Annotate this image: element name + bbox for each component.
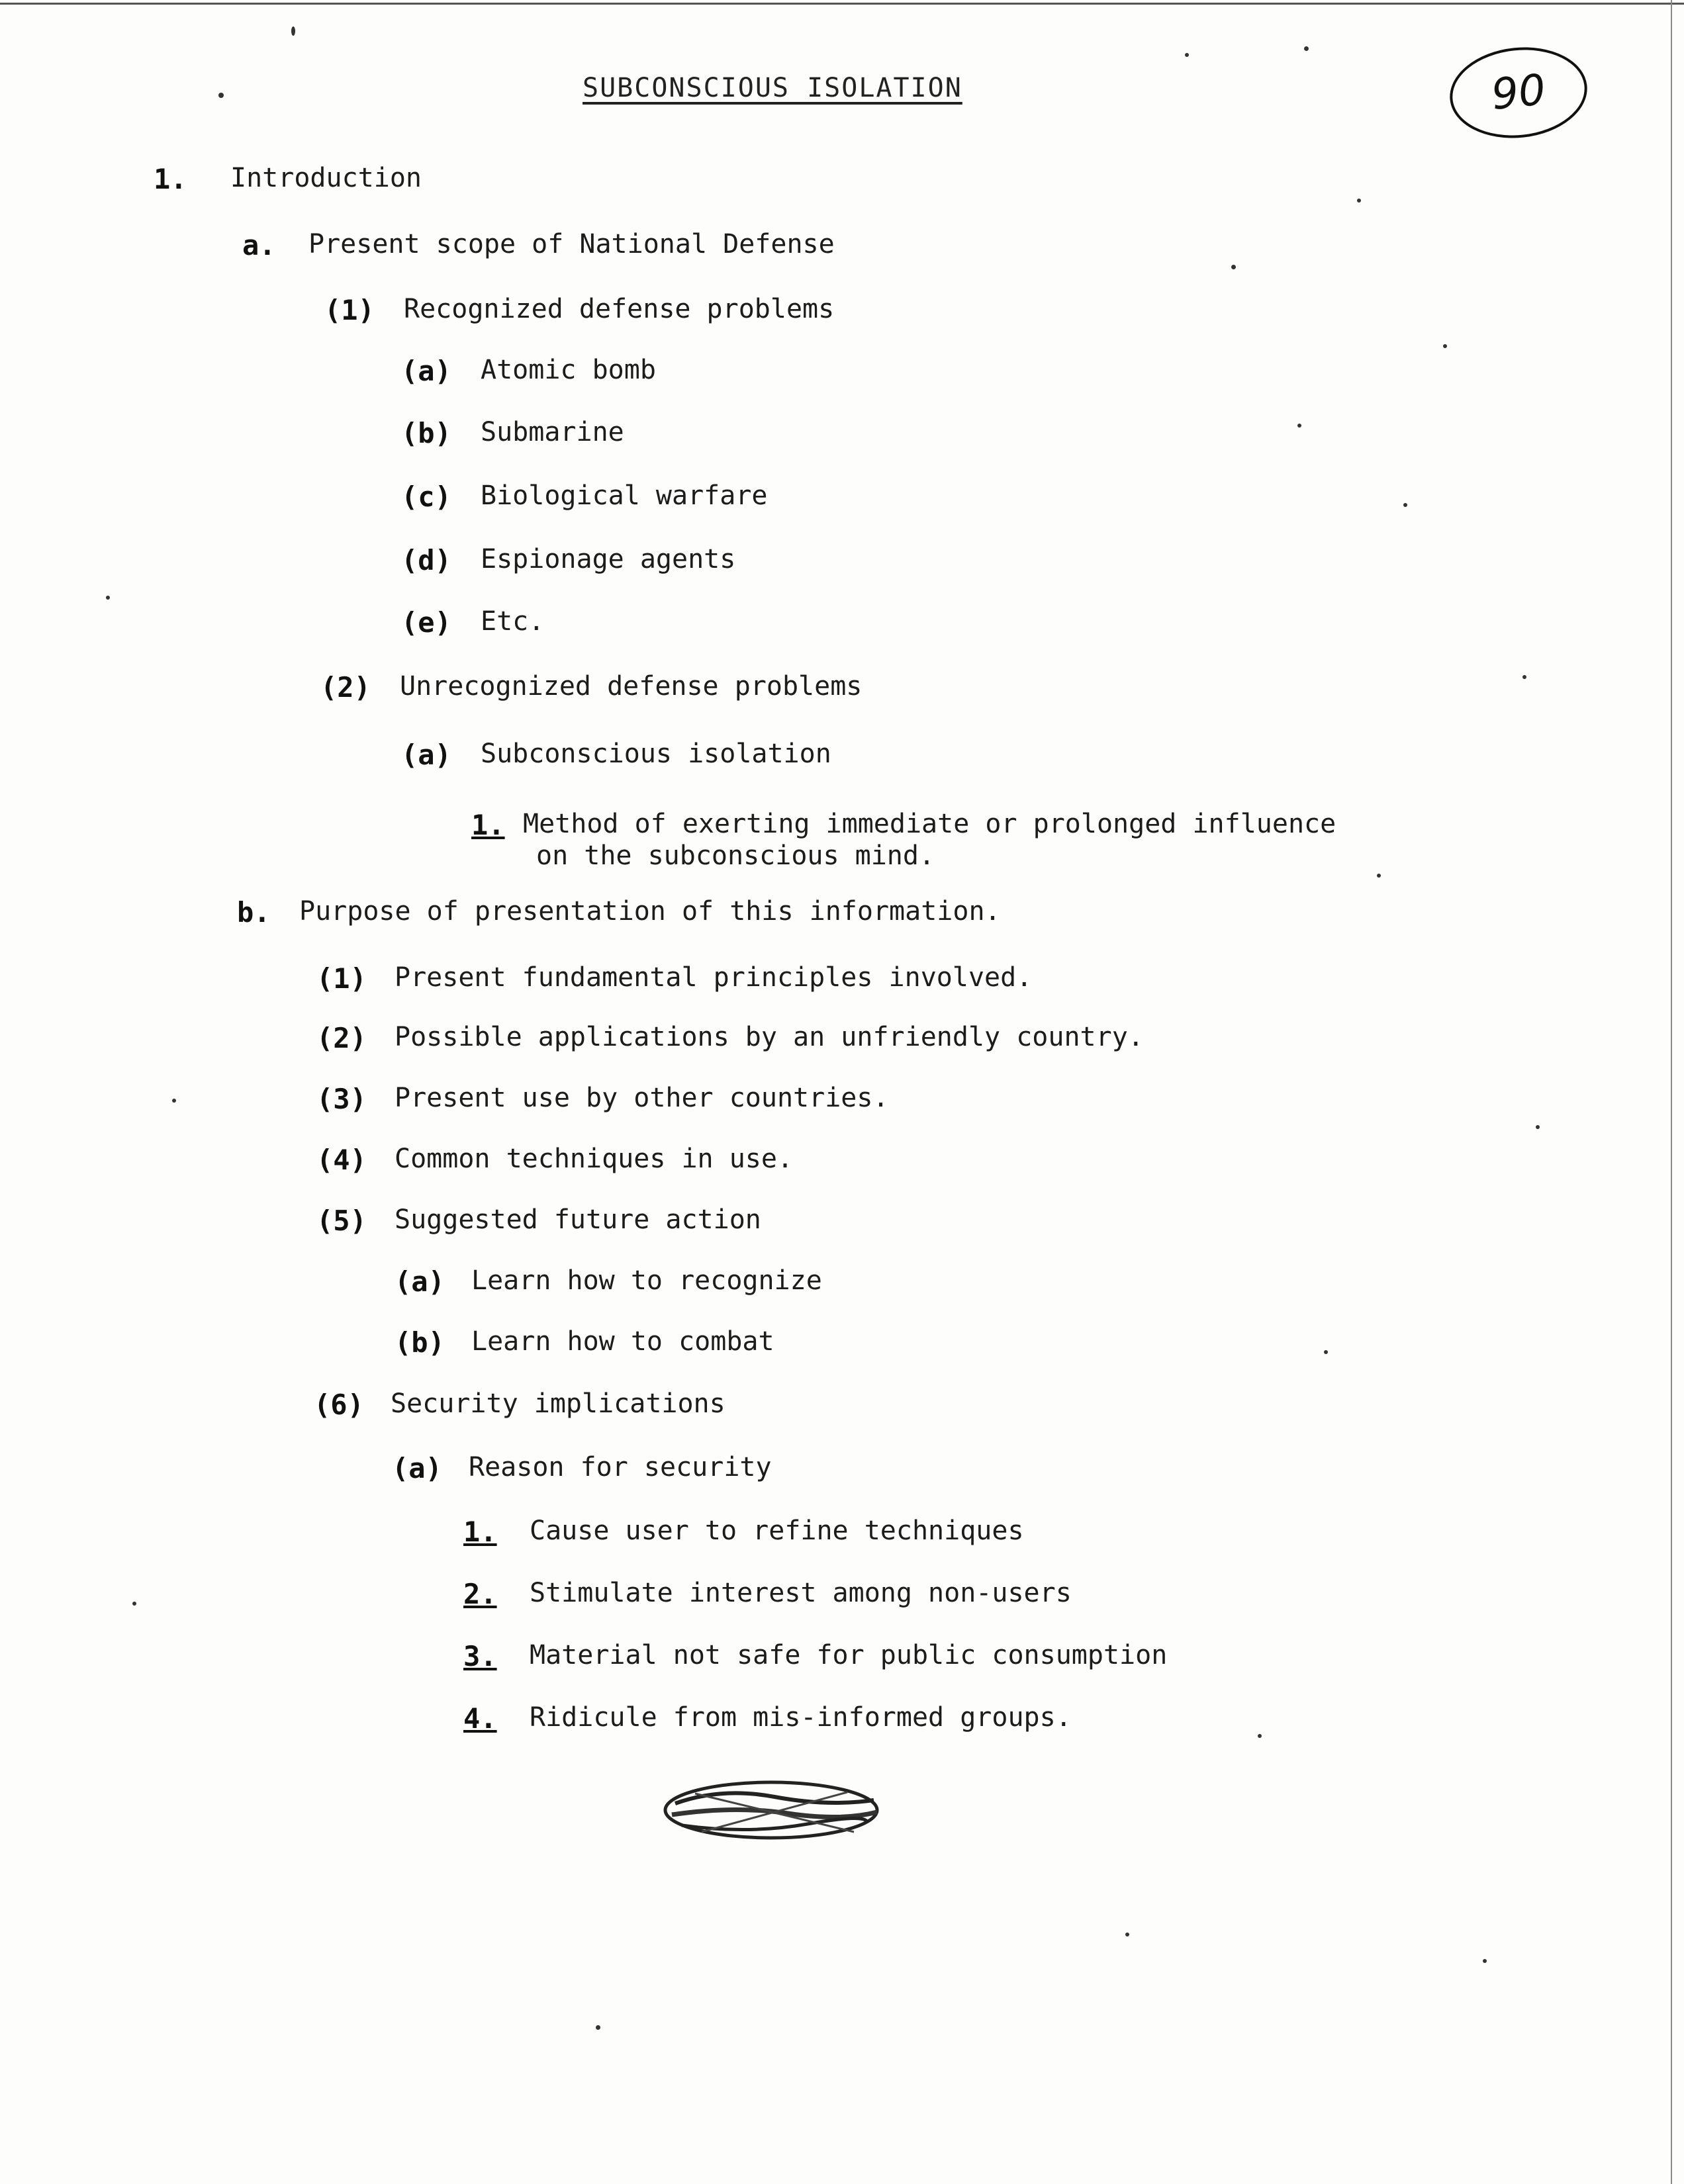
outline-item: Recognized defense problems <box>404 294 835 324</box>
scan-speck <box>1297 424 1301 428</box>
scan-speck <box>1443 344 1447 348</box>
scan-speck <box>172 1099 176 1103</box>
outline-marker: (a) <box>401 739 451 771</box>
outline-item: Unrecognized defense problems <box>400 671 863 702</box>
outline-item: Submarine <box>481 417 624 447</box>
outline-item: Security implications <box>391 1388 725 1419</box>
outline-marker: (a) <box>395 1265 445 1298</box>
outline-marker: (2) <box>316 1022 367 1054</box>
scan-speck <box>1231 265 1236 269</box>
outline-marker: (e) <box>401 606 451 639</box>
scan-speck <box>596 2025 600 2030</box>
outline-marker: b. <box>237 896 271 929</box>
outline-marker: (6) <box>314 1388 364 1421</box>
outline-marker: 1. <box>463 1516 497 1548</box>
scan-speck <box>1185 53 1189 57</box>
top-edge-rule <box>0 3 1684 5</box>
scan-speck <box>1357 199 1361 203</box>
scan-speck <box>1536 1125 1540 1129</box>
outline-marker: 1. <box>471 809 505 841</box>
outline-item: Suggested future action <box>395 1205 761 1235</box>
outline-item: Introduction <box>230 163 422 193</box>
outline-marker: (3) <box>316 1083 367 1115</box>
scan-speck <box>291 26 295 36</box>
outline-item: Biological warfare <box>481 480 768 511</box>
outline-marker: (b) <box>401 417 451 449</box>
outline-item: Present use by other countries. <box>395 1083 889 1113</box>
outline-marker: (a) <box>392 1452 442 1484</box>
outline-item-continuation: on the subconscious mind. <box>536 841 935 871</box>
scan-speck <box>1483 1959 1487 1963</box>
scan-speck <box>1258 1734 1262 1738</box>
outline-marker: (1) <box>316 962 367 995</box>
outline-marker: (a) <box>401 355 451 387</box>
document-title: SUBCONSCIOUS ISOLATION <box>583 73 962 103</box>
scan-speck <box>1304 46 1309 51</box>
scan-speck <box>132 1602 136 1606</box>
outline-item: Learn how to combat <box>471 1326 774 1357</box>
outline-marker: a. <box>242 229 276 261</box>
outline-item: Stimulate interest among non-users <box>530 1578 1072 1608</box>
scan-speck <box>218 93 224 98</box>
outline-marker: (2) <box>320 671 371 704</box>
scan-speck <box>1403 503 1407 507</box>
outline-marker: 1. <box>154 163 187 195</box>
outline-item: Subconscious isolation <box>481 739 831 769</box>
outline-marker: (4) <box>316 1144 367 1176</box>
scan-speck <box>1125 1933 1129 1936</box>
outline-item: Present fundamental principles involved. <box>395 962 1033 993</box>
page-number-circled: 90 <box>1445 41 1591 145</box>
outline-marker: (1) <box>324 294 375 326</box>
outline-item: Etc. <box>481 606 545 637</box>
outline-marker: (5) <box>316 1205 367 1237</box>
outline-item: Method of exerting immediate or prolonged influence <box>523 809 1336 839</box>
scan-speck <box>1377 874 1381 878</box>
outline-item: Purpose of presentation of this information. <box>299 896 1001 927</box>
outline-item: Reason for security <box>469 1452 772 1482</box>
right-edge-rule <box>1671 0 1672 2184</box>
outline-item: Common techniques in use. <box>395 1144 794 1174</box>
outline-item: Learn how to recognize <box>471 1265 822 1296</box>
outline-marker: 2. <box>463 1578 497 1610</box>
outline-marker: (d) <box>401 544 451 576</box>
outline-item: Ridicule from mis-informed groups. <box>530 1702 1072 1733</box>
outline-item: Possible applications by an unfriendly country. <box>395 1022 1144 1052</box>
outline-marker: 4. <box>463 1702 497 1735</box>
outline-item: Atomic bomb <box>481 355 656 385</box>
outline-item: Cause user to refine techniques <box>530 1516 1024 1546</box>
outline-item: Espionage agents <box>481 544 736 574</box>
smudged-stamp-mark <box>655 1774 887 1846</box>
outline-marker: (c) <box>401 480 451 513</box>
scan-speck <box>106 596 110 600</box>
outline-item: Material not safe for public consumption <box>530 1640 1168 1670</box>
outline-marker: 3. <box>463 1640 497 1672</box>
scan-speck <box>1324 1350 1328 1354</box>
outline-item: Present scope of National Defense <box>308 229 835 259</box>
outline-marker: (b) <box>395 1326 445 1359</box>
scan-speck <box>1522 675 1526 679</box>
